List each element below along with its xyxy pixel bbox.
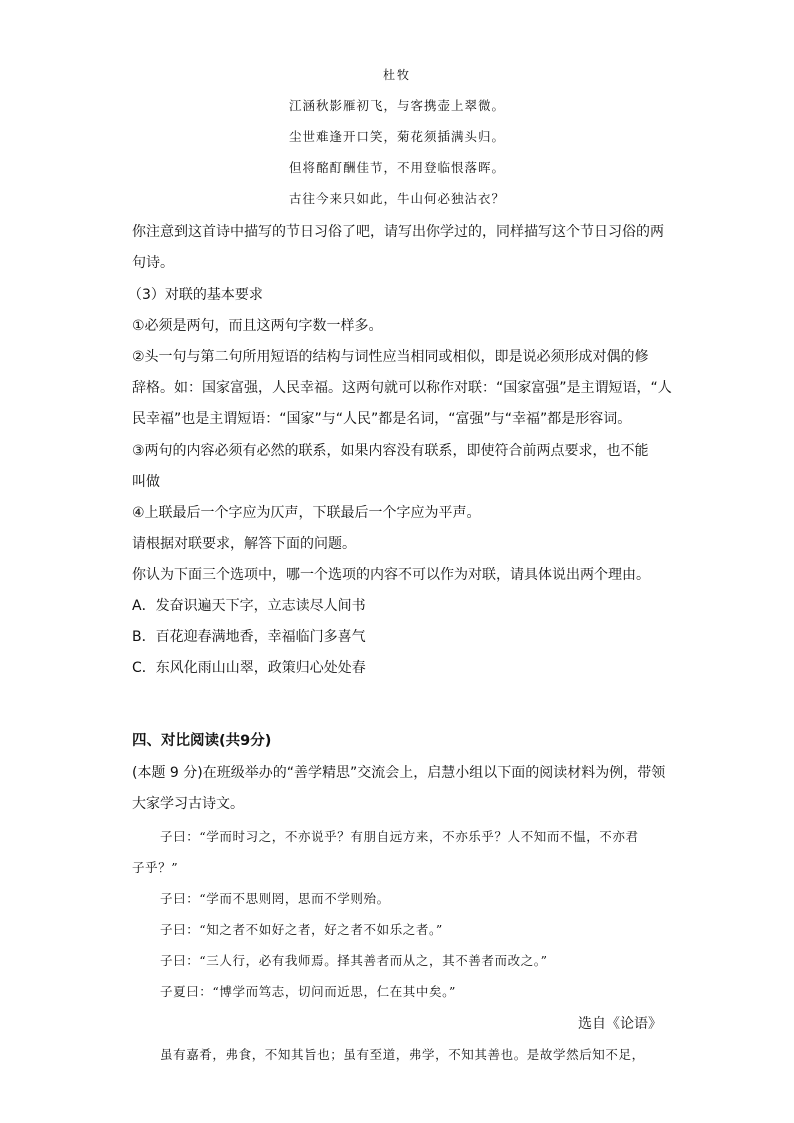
poem-line: 但将酩酊酬佳节，不用登临恨落晖。	[288, 160, 505, 175]
poem-line: 尘世难逢开口笑，菊花须插满头归。	[288, 129, 505, 144]
rule-item: 民幸福”也是主谓短语：“国家”与“人民”都是名词，“富强”与“幸福”都是形容词。	[132, 411, 632, 427]
poem-line: 古往今来只如此，牛山何必独沾衣？	[288, 191, 505, 206]
instruction-text: 请根据对联要求，解答下面的问题。	[132, 536, 356, 552]
question-text: 你认为下面三个选项中，哪一个选项的内容不可以作为对联，请具体说出两个理由。	[132, 567, 650, 583]
rule-item: ④上联最后一个字应为仄声，下联最后一个字应为平声。	[132, 505, 481, 521]
passage-line: 子曰：“学而时习之，不亦说乎？有朋自远方来，不亦乐乎？人不知而不愠，不亦君	[160, 829, 639, 844]
option-a: A．发奋识遍天下字，立志读尽人间书	[132, 598, 366, 614]
passage-line: 子乎？”	[132, 860, 179, 875]
rule-item: 叫做	[132, 474, 160, 490]
option-c: C．东风化雨山山翠，政策归心处处春	[132, 660, 366, 676]
passage-line: 子曰：“三人行，必有我师焉。择其善者而从之，其不善者而改之。”	[160, 953, 548, 968]
poem-author: 杜牧	[382, 68, 411, 82]
passage-line: 子夏曰：“博学而笃志，切问而近思，仁在其中矣。”	[160, 984, 456, 999]
subsection-heading: （3）对联的基本要求	[128, 287, 263, 303]
rule-item: ②头一句与第二句所用短语的结构与词性应当相同或相似，即是说必须形成对偶的修	[132, 349, 649, 365]
passage-line: 虽有嘉肴，弗食，不知其旨也；虽有至道，弗学，不知其善也。是故学然后知不足，	[160, 1047, 645, 1062]
passage-line: 子曰：“学而不思则罔，思而不学则殆。	[160, 891, 390, 906]
rule-item: ③两句的内容必须有必然的联系，如果内容没有联系，即使符合前两点要求，也不能	[132, 443, 649, 459]
section-heading: 四、对比阅读(共9分)	[132, 733, 272, 749]
passage-line: 子曰：“知之者不如好之者，好之者不如乐之者。”	[160, 922, 443, 937]
question-text: 句诗。	[132, 255, 174, 271]
source-citation: 选自《论语》	[578, 1016, 662, 1032]
question-text: 你注意到这首诗中描写的节日习俗了吧，请写出你学过的，同样描写这个节日习俗的两	[132, 224, 664, 240]
option-b: B．百花迎春满地香，幸福临门多喜气	[132, 629, 366, 645]
section-intro: 大家学习古诗文。	[132, 796, 244, 812]
rule-item: ①必须是两句，而且这两句字数一样多。	[132, 318, 383, 334]
section-intro: (本题 9 分)在班级举办的“善学精思”交流会上，启慧小组以下面的阅读材料为例，带领	[132, 765, 666, 781]
rule-item: 辞格。如：国家富强，人民幸福。这两句就可以称作对联：“国家富强”是主谓短语，“人	[132, 380, 672, 396]
poem-line: 江涵秋影雁初飞，与客携壶上翠微。	[288, 98, 505, 113]
